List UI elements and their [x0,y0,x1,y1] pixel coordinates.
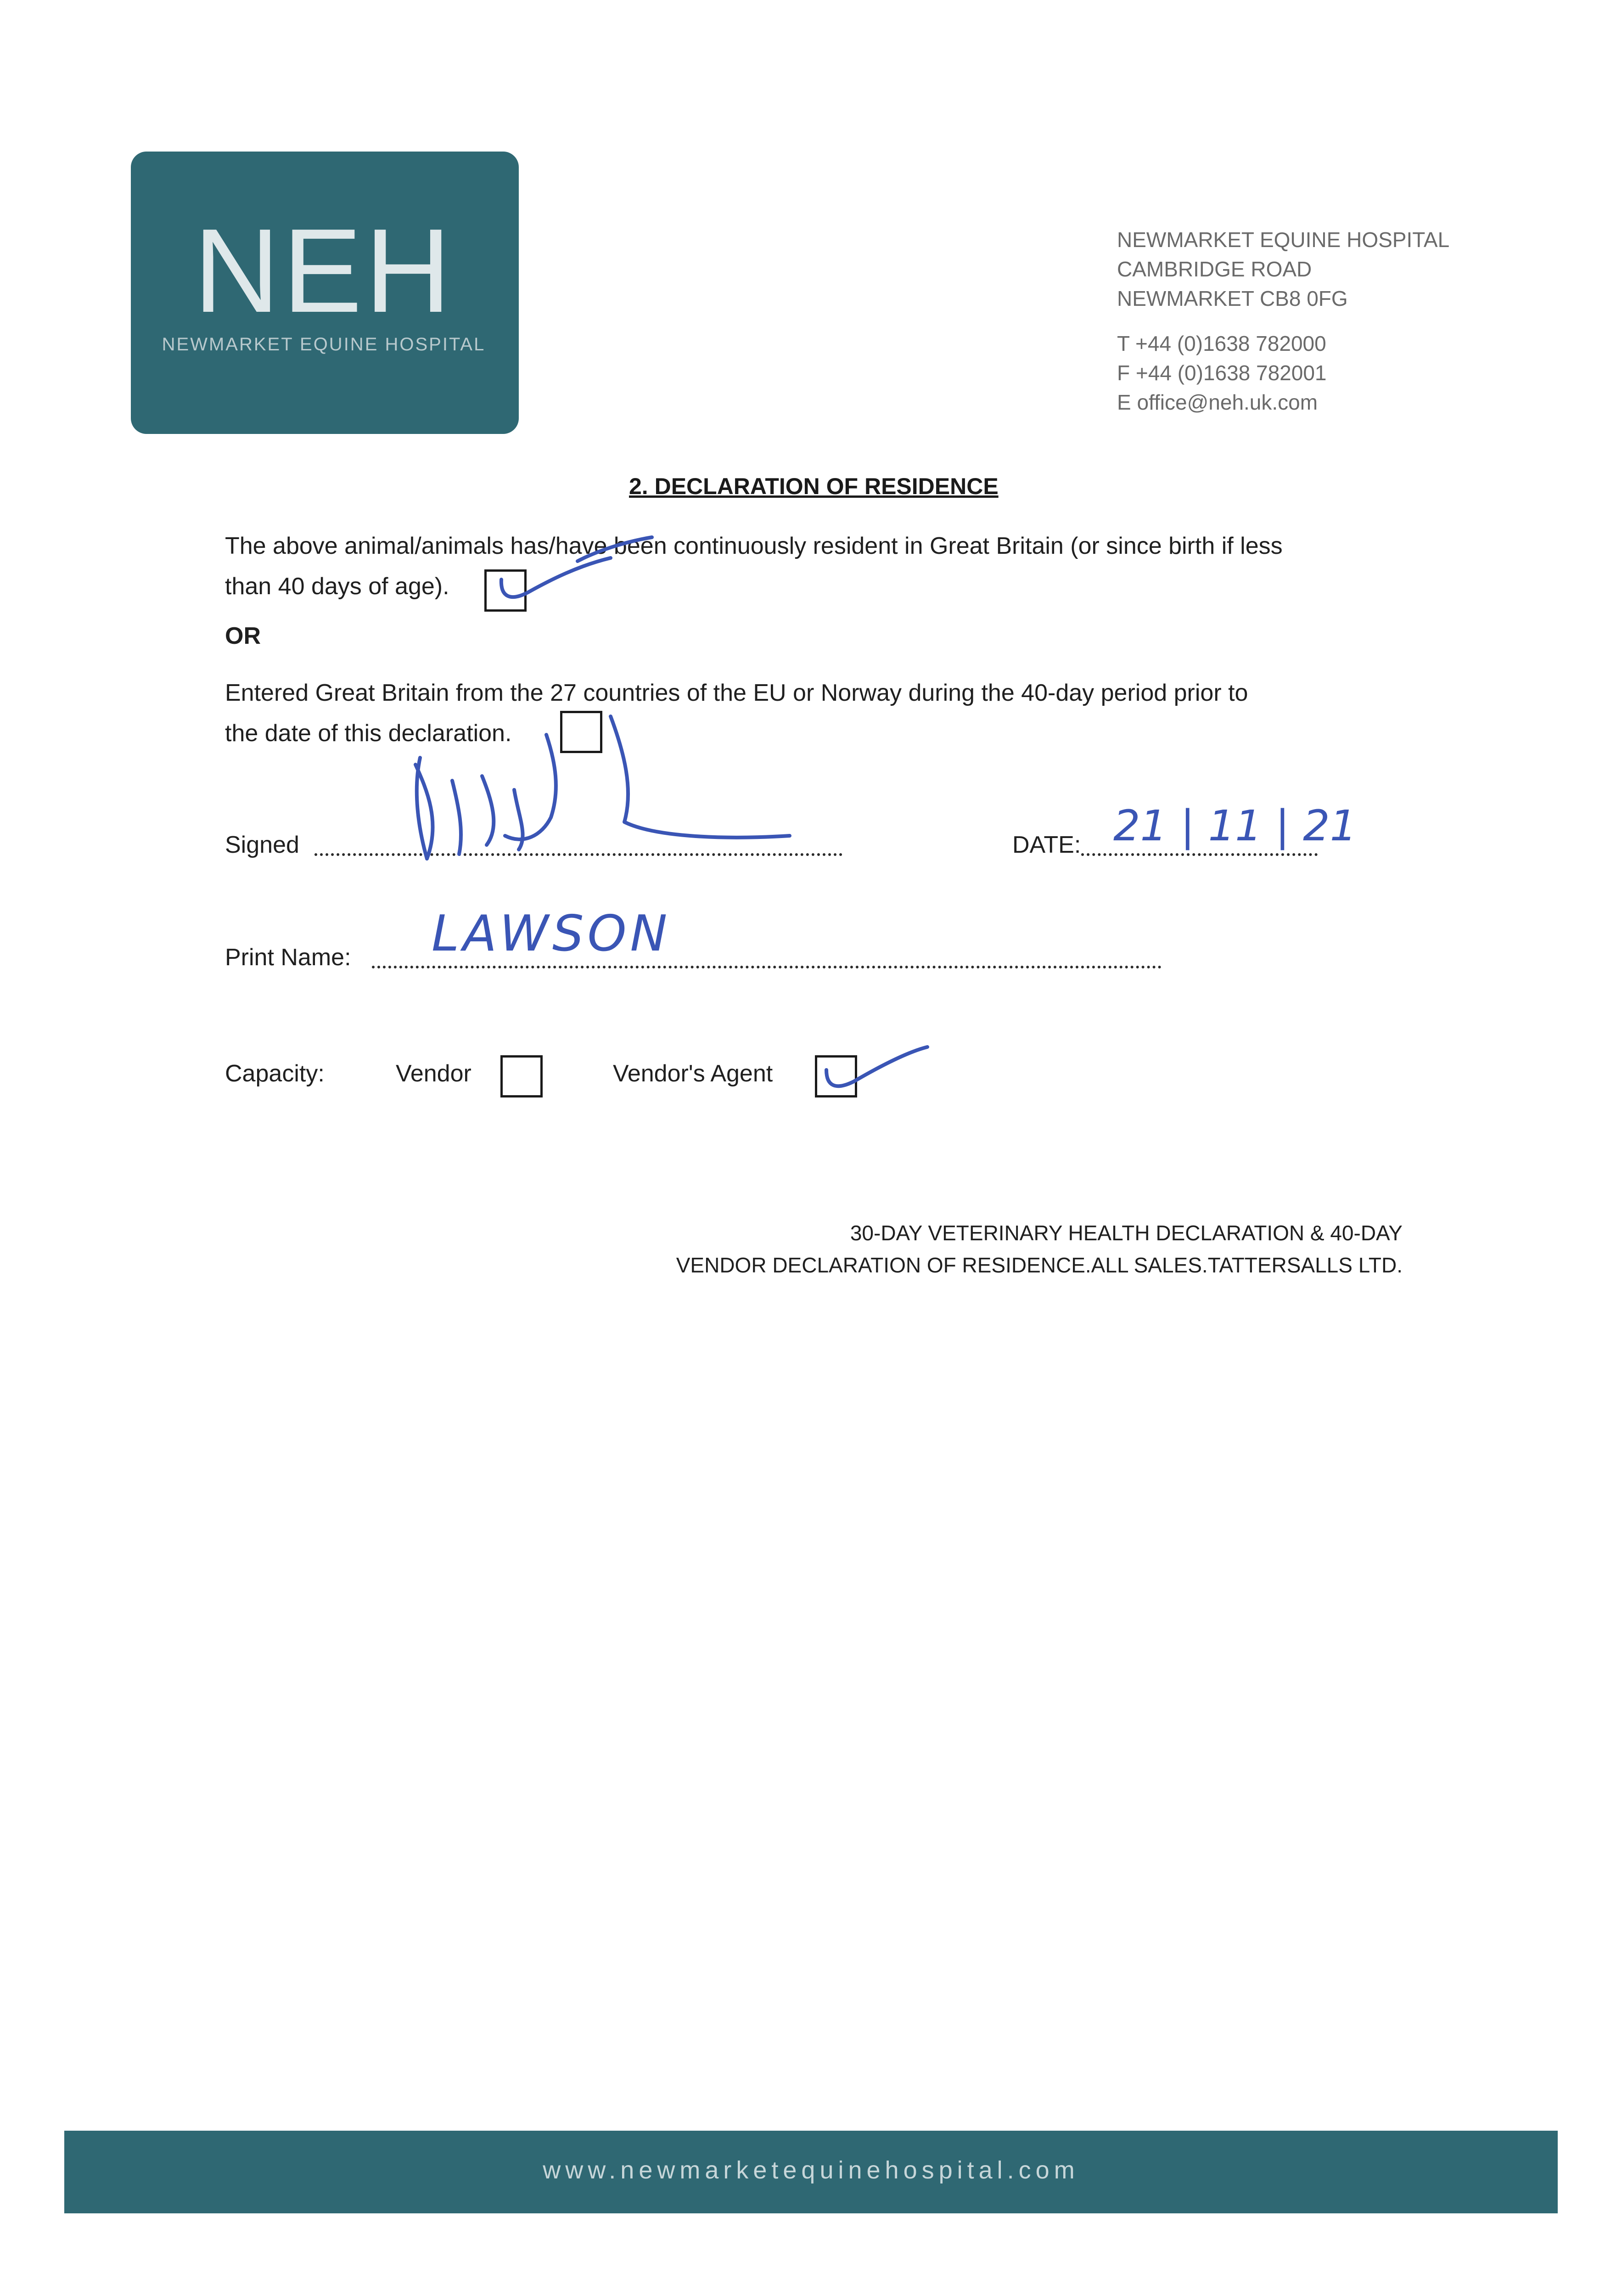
option2-line1: Entered Great Britain from the 27 countries of the EU or Norway during the 40-day period prior to [225,680,1248,706]
vendors-agent-label: Vendor's Agent [613,1060,773,1087]
logo-name: NEWMARKET EQUINE HOSPITAL [162,334,486,355]
address-line-3: NEWMARKET CB8 0FG [1117,287,1348,310]
or-label: OR [225,623,261,649]
email-address: E office@neh.uk.com [1117,390,1318,414]
agent-tick-mark [826,1047,927,1086]
print-name-value: LAWSON [432,905,671,962]
option1-line1: The above animal/animals has/have been continuously resident in Great Britain (or since birth if less [225,533,1283,559]
signed-label: Signed [225,832,299,858]
website-link[interactable]: www.newmarketequinehospital.com [543,2156,1079,2184]
address-line-1: NEWMARKET EQUINE HOSPITAL [1117,228,1450,252]
address-line-2: CAMBRIDGE ROAD [1117,257,1312,281]
phone-number: T +44 (0)1638 782000 [1117,332,1326,355]
signature-mark [415,716,790,859]
form-reference-line2: VENDOR DECLARATION OF RESIDENCE.ALL SALES.TATTERSALLS LTD. [676,1253,1403,1277]
form-reference-line1: 30-DAY VETERINARY HEALTH DECLARATION & 40-DAY [850,1221,1403,1245]
option2-line2: the date of this declaration. [225,720,512,747]
strikethrough-mark [578,537,652,561]
date-value: 21 | 11 | 21 [1113,801,1357,850]
date-label: DATE: [1012,832,1081,858]
section-title: 2. DECLARATION OF RESIDENCE [629,473,999,499]
capacity-label: Capacity: [225,1060,325,1087]
print-name-label: Print Name: [225,944,351,971]
logo-initials: NEH [193,204,454,338]
option1-line2: than 40 days of age). [225,573,449,600]
fax-number: F +44 (0)1638 782001 [1117,361,1327,385]
vendor-label: Vendor [396,1060,471,1087]
option1-tick-mark [501,558,611,597]
